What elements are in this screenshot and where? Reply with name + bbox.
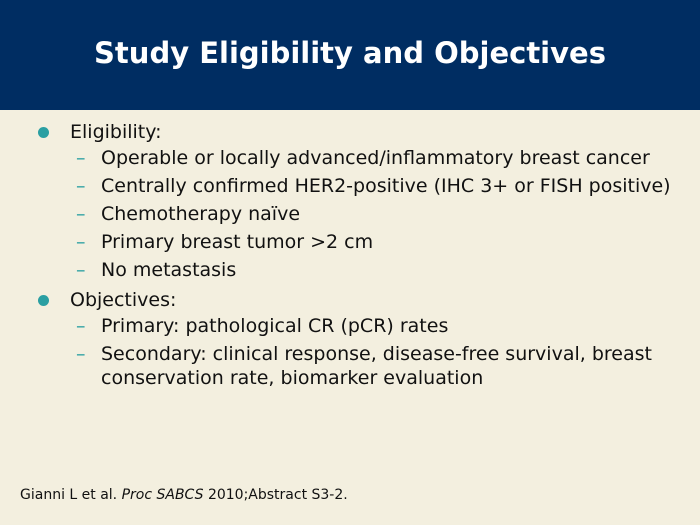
sub-bullet-text: No metastasis — [101, 259, 237, 281]
bullet-label: Objectives: — [70, 289, 177, 311]
dash-icon: – — [76, 147, 86, 169]
sub-bullet-text: Primary breast tumor >2 cm — [101, 231, 374, 253]
citation-authors: Gianni L et al. — [20, 487, 118, 503]
sub-bullet-text: Operable or locally advanced/inflammatory breast cancer — [101, 147, 650, 169]
sub-bullet — [38, 314, 678, 338]
sub-bullet — [38, 258, 678, 282]
sub-bullet-text: Centrally confirmed HER2-positive (IHC 3+ or FISH positive) — [101, 175, 671, 197]
dash-icon: – — [76, 231, 86, 253]
citation-rest: 2010;Abstract S3-2. — [207, 487, 348, 503]
citation — [20, 487, 348, 503]
sub-bullet — [38, 230, 678, 254]
bullet-label: Eligibility: — [70, 121, 162, 143]
sub-bullet — [38, 146, 678, 170]
sub-bullet-text: Secondary: clinical response, disease-free survival, breast conservation rate, biomarker evaluation — [101, 343, 652, 389]
dash-icon: – — [76, 315, 86, 337]
citation-journal: Proc SABCS — [121, 487, 204, 503]
sub-bullet — [38, 342, 678, 390]
bullet-dot-icon — [38, 295, 49, 306]
dash-icon: – — [76, 203, 86, 225]
bullet-dot-icon — [38, 127, 49, 138]
slide-header — [0, 0, 700, 110]
dash-icon: – — [76, 259, 86, 281]
sub-bullet-text: Primary: pathological CR (pCR) rates — [101, 315, 449, 337]
sub-bullet — [38, 174, 678, 198]
dash-icon: – — [76, 175, 86, 197]
sub-bullet — [38, 202, 678, 226]
bullet-objectives — [38, 286, 678, 314]
slide-title: Study Eligibility and Objectives — [94, 36, 606, 70]
dash-icon: – — [76, 343, 86, 365]
bullet-eligibility — [38, 118, 678, 146]
sub-bullet-text: Chemotherapy naïve — [101, 203, 301, 225]
slide-content — [38, 118, 678, 394]
